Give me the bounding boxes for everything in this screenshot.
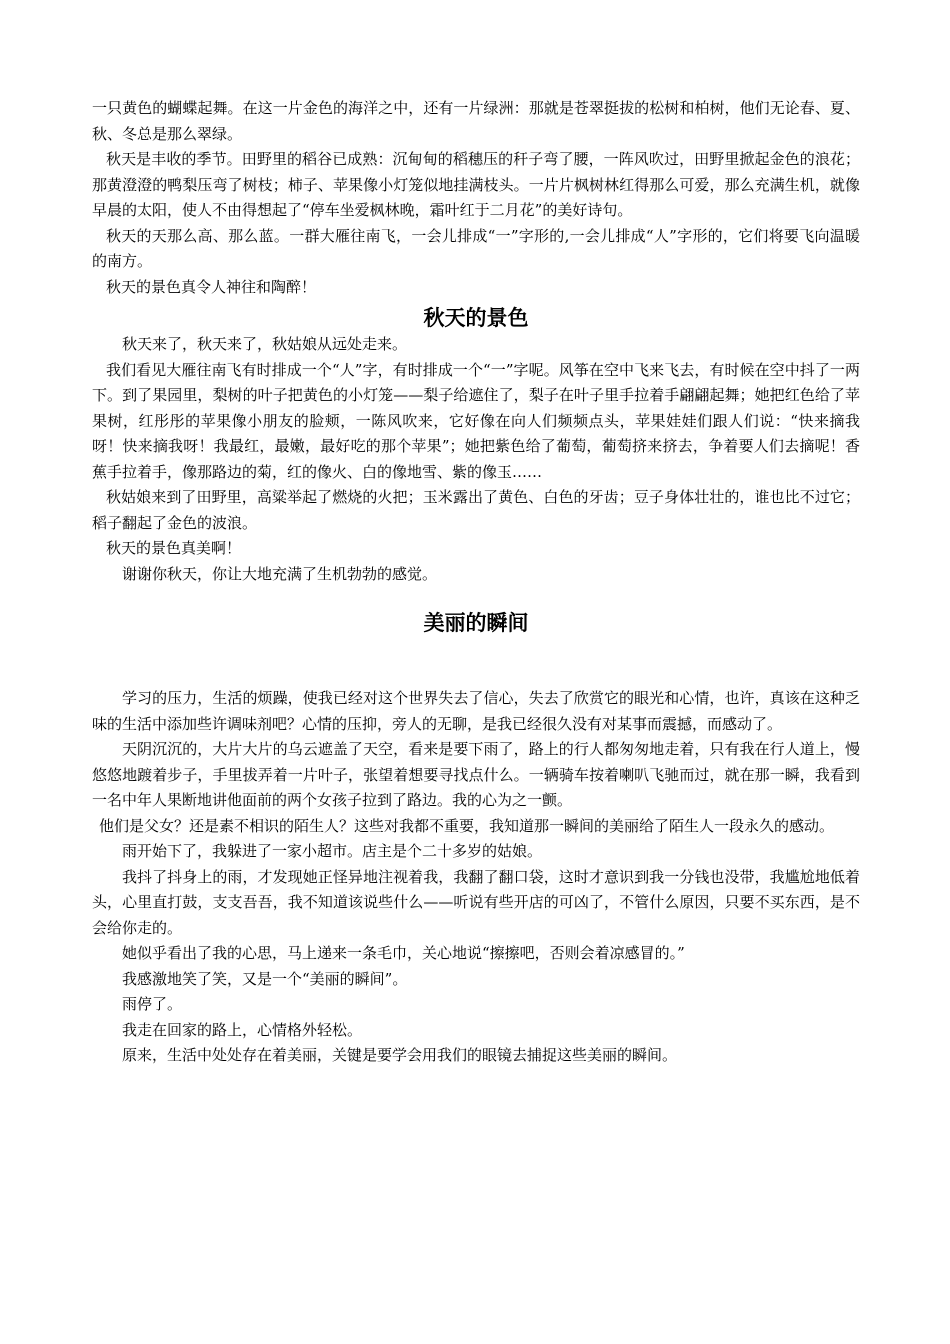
paragraph: 雨停了。 xyxy=(122,995,183,1013)
paragraph: 谢谢你秋天，你让大地充满了生机勃勃的感觉。 xyxy=(122,564,438,583)
paragraph: 他们是父女？还是素不相识的陌生人？这些对我都不重要，我知道那一瞬间的美丽给了陌生人一段永久的感动。 xyxy=(99,816,835,835)
paragraph: 秋天的天那么高、那么蓝。一群大雁往南飞，一会儿排成“一”字形的,一会儿排成“人”字形的，它们将要飞向温暖的南方。 xyxy=(92,226,860,270)
paragraph: 天阴沉沉的，大片大片的乌云遮盖了天空，看来是要下雨了，路上的行人都匆匆地走着，只有我在行人道上，慢悠悠地踱着步子，手里拔弄着一片叶子，张望着想要寻找点什么。一辆骑车按着喇叭飞驰而过，就在那一瞬，我看到一名中年人果断地讲他面前的两个女孩子拉到了路边。我的心为之一颤。 xyxy=(92,740,860,809)
paragraph: 秋天的景色真令人神往和陶醉！ xyxy=(106,277,317,296)
paragraph: 秋姑娘来到了田野里，高粱举起了燃烧的火把；玉米露出了黄色、白色的牙齿；豆子身体壮壮的，谁也比不过它；稻子翻起了金色的波浪。 xyxy=(92,488,860,532)
paragraph: 秋天的景色真美啊！ xyxy=(106,539,242,557)
paragraph: 秋天来了，秋天来了，秋姑娘从远处走来。 xyxy=(122,335,408,353)
paragraph: 我们看见大雁往南飞有时排成一个“人”字，有时排成一个“一”字呢。风筝在空中飞来飞去，有时候在空中抖了一两下。到了果园里，梨树的叶子把黄色的小灯笼——梨子给遮住了，梨子在叶子里手拉着手翩翩起舞；她把红色给了苹果树，红彤彤的苹果像小朋友的脸颊，一陈风吹来，它好像在向人们频频点头，苹果娃娃们跟人们说：“快来摘我呀！快来摘我呀！我最红，最嫩，最好吃的那个苹果”；她把紫色给了葡萄，葡萄挤来挤去，争着要人们去摘呢！香蕉手拉着手，像那路边的菊，红的像火、白的像地雪、紫的像玉…… xyxy=(92,360,860,481)
section-title: 秋天的景色 xyxy=(423,306,529,330)
paragraph: 学习的压力，生活的烦躁，使我已经对这个世界失去了信心，失去了欣赏它的眼光和心情，也许，真该在这种乏味的生活中添加些许调味剂吧？心情的压抑，旁人的无聊，是我已经很久没有对某事而震撼，而感动了。 xyxy=(92,689,860,733)
paragraph: 我走在回家的路上，心情格外轻松。 xyxy=(122,1020,363,1039)
paragraph: 雨开始下了，我躲进了一家小超市。店主是个二十多岁的姑娘。 xyxy=(122,842,543,860)
spacer xyxy=(92,587,860,609)
paragraph: 秋天是丰收的季节。田野里的稻谷已成熟：沉甸甸的稻穗压的秆子弯了腰，一阵风吹过，田野里掀起金色的浪花；那黄澄澄的鸭梨压弯了树枝；柿子、苹果像小灯笼似地挂满枝头。一片片枫树林红得那么可爱，那么充满生机，就像早晨的太阳，使人不由得想起了“停车坐爱枫林晚，霜叶红于二月花”的美好诗句。 xyxy=(92,150,860,219)
paragraph: 我感激地笑了笑，又是一个“美丽的瞬间”。 xyxy=(122,969,408,988)
section-title: 美丽的瞬间 xyxy=(423,611,529,635)
paragraph: 一只黄色的蝴蝶起舞。在这一片金色的海洋之中，还有一片绿洲：那就是苍翠挺拔的松树和柏树，他们无论春、夏、秋、冬总是那么翠绿。 xyxy=(92,99,860,143)
paragraph: 我抖了抖身上的雨，才发现她正怪异地注视着我，我翻了翻口袋，这时才意识到我一分钱也没带，我尴尬地低着头，心里直打鼓，支支吾吾，我不知道该说些什么——听说有些开店的可凶了，不管什么原因，只要不买东西，是不会给你走的。 xyxy=(92,867,860,937)
spacer xyxy=(92,637,860,686)
paragraph: 她似乎看出了我的心思，马上递来一条毛巾，关心地说“擦擦吧，否则会着凉感冒的。” xyxy=(122,944,685,962)
paragraph: 原来，生活中处处存在着美丽，关键是要学会用我们的眼镜去捕捉这些美丽的瞬间。 xyxy=(122,1046,678,1064)
document-page xyxy=(92,96,860,1069)
